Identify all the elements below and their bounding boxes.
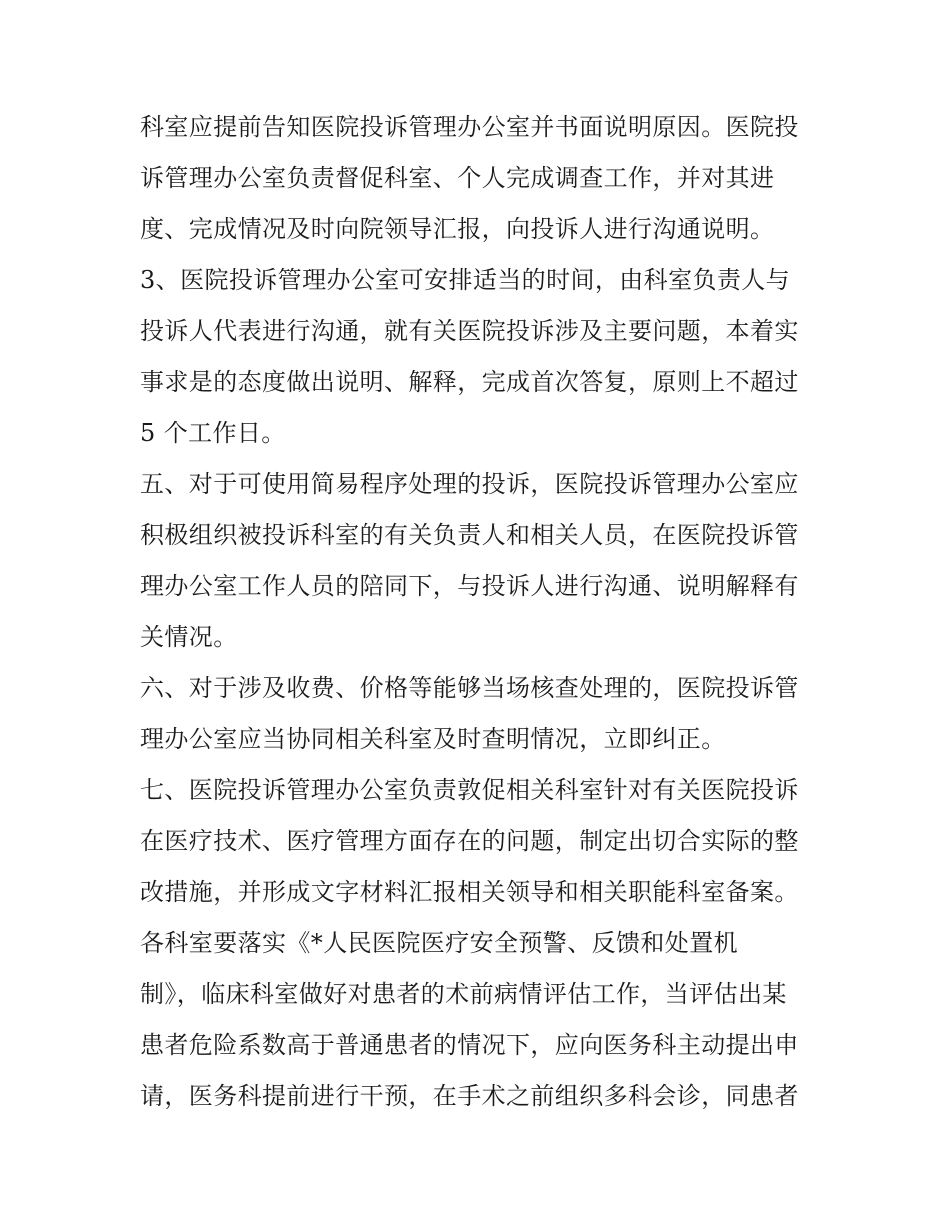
text-line: 改措施，并形成文字材料汇报相关领导和相关职能科室备案。 (140, 878, 799, 906)
text-line: 5 个工作日。 (140, 419, 286, 447)
text-line: 理办公室工作人员的陪同下，与投诉人进行沟通、说明解释有 (140, 572, 799, 600)
text-line: 诉管理办公室负责督促科室、个人完成调查工作，并对其进 (140, 164, 775, 192)
text-line: 投诉人代表进行沟通，就有关医院投诉涉及主要问题，本着实 (140, 317, 799, 345)
text-line: 理办公室应当协同相关科室及时查明情况，立即纠正。 (140, 725, 726, 753)
text-line: 事求是的态度做出说明、解释，完成首次答复，原则上不超过 (140, 368, 799, 396)
text-line: 患者危险系数高于普通患者的情况下，应向医务科主动提出申 (140, 1031, 799, 1059)
text-line: 七、医院投诉管理办公室负责敦促相关科室针对有关医院投诉 (140, 776, 799, 804)
text-line: 关情况。 (140, 623, 238, 651)
text-line: 制》，临床科室做好对患者的术前病情评估工作，当评估出某 (140, 980, 787, 1008)
text-line: 科室应提前告知医院投诉管理办公室并书面说明原因。医院投 (140, 113, 799, 141)
body-text (140, 102, 820, 1122)
text-line: 3、医院投诉管理办公室可安排适当的时间，由科室负责人与 (140, 266, 791, 294)
text-line: 度、完成情况及时向院领导汇报，向投诉人进行沟通说明。 (140, 215, 775, 243)
text-line: 请，医务科提前进行干预，在手术之前组织多科会诊，同患者 (140, 1082, 799, 1110)
text-line: 六、对于涉及收费、价格等能够当场核查处理的，医院投诉管 (140, 674, 799, 702)
text-line: 各科室要落实《*人民医院医疗安全预警、反馈和处置机 (140, 929, 738, 957)
text-line: 积极组织被投诉科室的有关负责人和相关人员，在医院投诉管 (140, 521, 799, 549)
text-line: 在医疗技术、医疗管理方面存在的问题，制定出切合实际的整 (140, 827, 799, 855)
text-line: 五、对于可使用简易程序处理的投诉，医院投诉管理办公室应 (140, 470, 799, 498)
